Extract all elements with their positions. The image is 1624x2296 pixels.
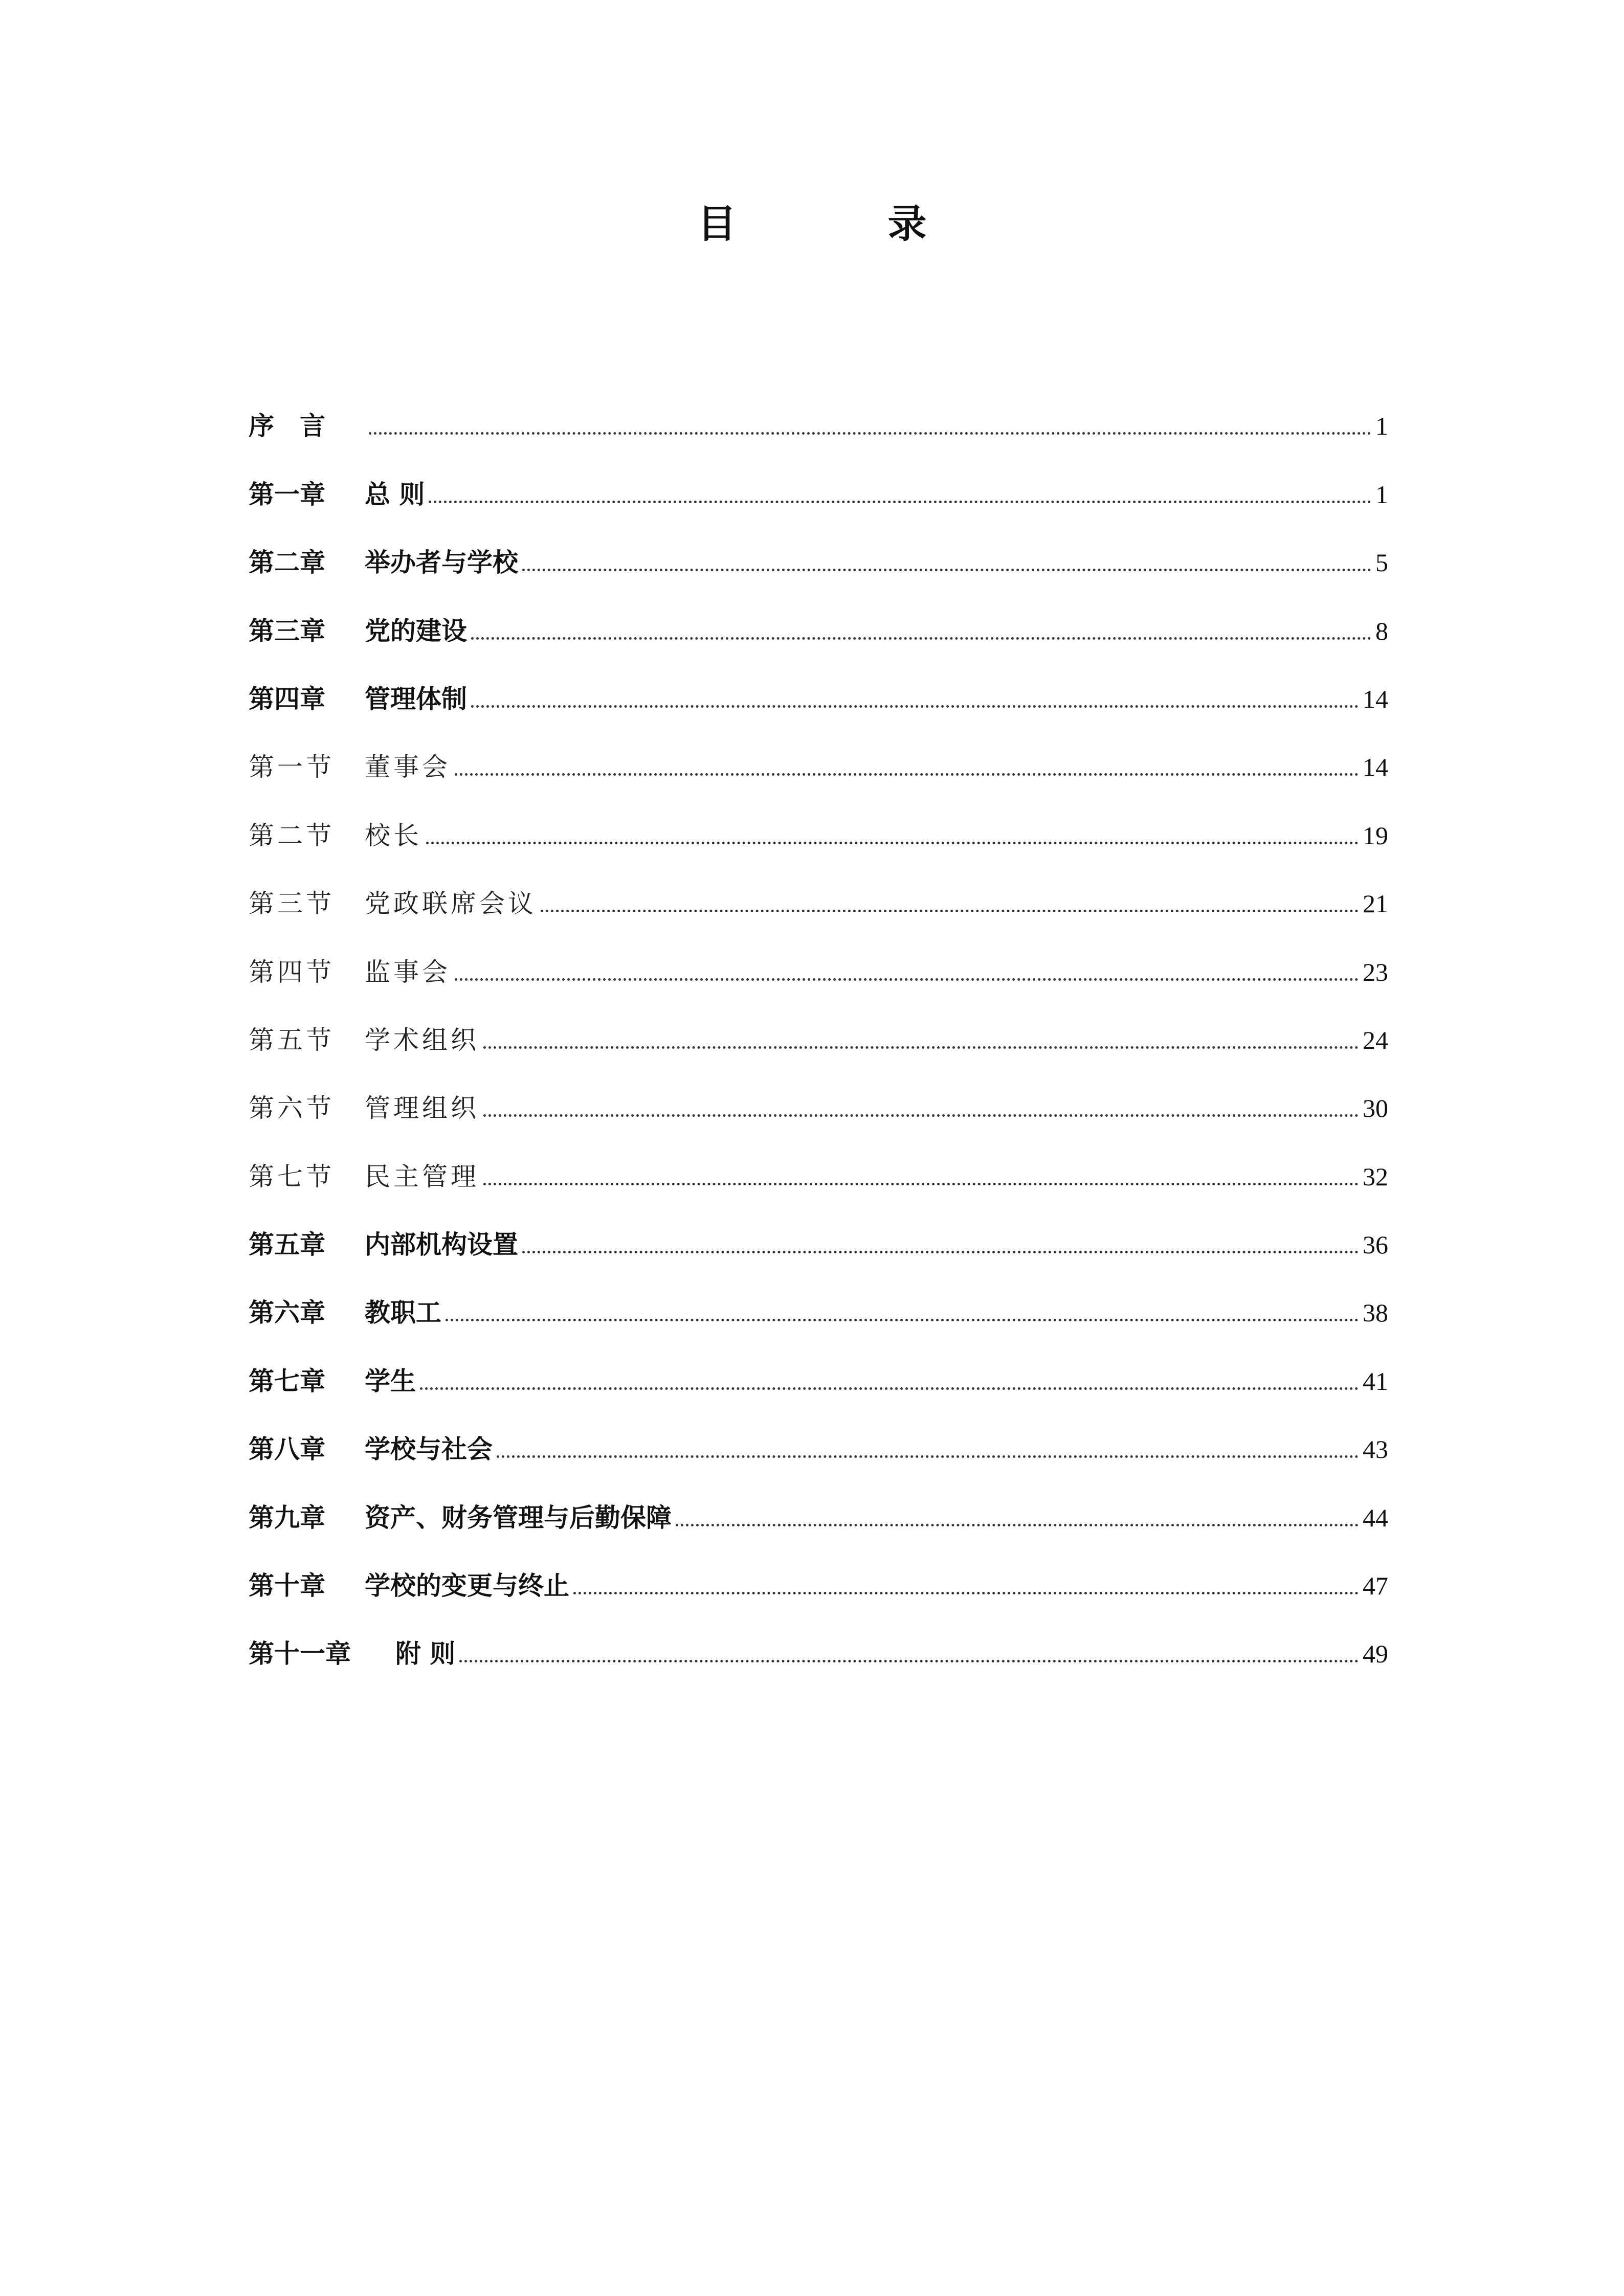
toc-entry-page: 36 — [1363, 1230, 1388, 1259]
toc-entry-page: 14 — [1363, 753, 1388, 782]
toc-entry-number: 第二节 — [249, 820, 335, 850]
toc-entry-number: 第四节 — [249, 957, 335, 987]
toc-entry-chapter-10[interactable] — [249, 1530, 1388, 1599]
toc-entry-number: 第三章 — [249, 616, 325, 646]
dot-leader — [522, 1251, 1359, 1253]
toc-entry-title: 学术组织 — [365, 1025, 479, 1055]
toc-entry-page: 47 — [1363, 1571, 1388, 1601]
dot-leader — [426, 842, 1359, 844]
dot-leader — [522, 569, 1371, 571]
toc-entry-section-3[interactable] — [249, 848, 1388, 919]
toc-entry-chapter-11[interactable] — [249, 1599, 1388, 1667]
page-title: 目 录 — [697, 201, 983, 246]
toc-entry-title: 学校的变更与终止 — [365, 1571, 569, 1601]
dot-leader — [676, 1524, 1359, 1526]
dot-leader — [429, 501, 1371, 503]
dot-leader — [446, 1319, 1359, 1321]
toc-entry-number: 第七章 — [249, 1366, 325, 1396]
toc-entry-chapter-5[interactable] — [249, 1189, 1388, 1260]
toc-entry-title: 校长 — [365, 820, 422, 850]
toc-entry-page: 44 — [1363, 1503, 1388, 1532]
toc-entry-title: 附 则 — [395, 1639, 456, 1669]
toc-entry-number: 第三节 — [249, 889, 335, 919]
toc-entry-number: 第一章 — [249, 479, 325, 509]
dot-leader — [369, 432, 1371, 435]
toc-entry-page: 21 — [1363, 889, 1388, 918]
toc-entry-chapter-8[interactable] — [249, 1394, 1388, 1465]
toc-entry-title: 学生 — [365, 1366, 416, 1396]
toc-entry-chapter-3[interactable] — [249, 575, 1388, 646]
toc-entry-page: 1 — [1375, 412, 1388, 441]
toc-entry-number: 序 言 — [249, 411, 325, 441]
toc-entry-page: 32 — [1363, 1162, 1388, 1191]
toc-entry-page: 8 — [1375, 616, 1388, 645]
dot-leader — [497, 1455, 1359, 1458]
toc-entry-page: 24 — [1363, 1025, 1388, 1054]
dot-leader — [455, 978, 1359, 981]
toc-entry-section-5[interactable] — [249, 985, 1388, 1053]
toc-entry-chapter-6[interactable] — [249, 1257, 1388, 1328]
toc-entry-page: 38 — [1363, 1298, 1388, 1327]
dot-leader — [541, 910, 1359, 912]
toc-entry-page: 23 — [1363, 957, 1388, 986]
toc-entry-number: 第六章 — [249, 1298, 325, 1328]
toc-entry-page: 49 — [1363, 1639, 1388, 1669]
dot-leader — [471, 637, 1371, 640]
dot-leader — [483, 1183, 1359, 1185]
dot-leader — [483, 1046, 1359, 1049]
toc-entry-page: 41 — [1363, 1366, 1388, 1395]
toc-entry-number: 第八章 — [249, 1434, 325, 1465]
dot-leader — [483, 1114, 1359, 1117]
toc-entry-title: 管理组织 — [365, 1093, 479, 1123]
toc-entry-number: 第六节 — [249, 1093, 335, 1123]
toc-entry-title: 总 则 — [365, 479, 425, 509]
toc-entry-chapter-1[interactable] — [249, 439, 1388, 507]
toc-entry-title: 学校与社会 — [365, 1434, 493, 1465]
toc-entry-preface[interactable] — [249, 371, 1388, 439]
toc-entry-section-1[interactable] — [249, 712, 1388, 780]
toc-entry-number: 第九章 — [249, 1502, 325, 1533]
toc-entry-section-2[interactable] — [249, 780, 1388, 848]
toc-entry-section-7[interactable] — [249, 1121, 1388, 1189]
toc-entry-number: 第二章 — [249, 548, 325, 578]
toc-entry-page: 43 — [1363, 1435, 1388, 1464]
dot-leader — [573, 1592, 1359, 1594]
dot-leader — [471, 705, 1359, 708]
toc-entry-chapter-4[interactable] — [249, 644, 1388, 712]
toc-entry-page: 30 — [1363, 1094, 1388, 1123]
toc-entry-chapter-9[interactable] — [249, 1462, 1388, 1533]
toc-entry-number: 第五章 — [249, 1230, 325, 1260]
toc-entry-title: 党政联席会议 — [365, 889, 537, 919]
dot-leader — [459, 1660, 1359, 1662]
toc-entry-number: 第一节 — [249, 752, 335, 782]
toc-entry-title: 教职工 — [365, 1298, 441, 1328]
toc-entry-title: 监事会 — [365, 957, 451, 987]
toc-entry-chapter-7[interactable] — [249, 1325, 1388, 1396]
toc-entry-chapter-2[interactable] — [249, 507, 1388, 578]
toc-entry-number: 第五节 — [249, 1025, 335, 1055]
toc-entry-section-4[interactable] — [249, 916, 1388, 987]
toc-entry-title: 董事会 — [365, 752, 451, 782]
dot-leader — [455, 773, 1359, 776]
toc-entry-page: 19 — [1363, 821, 1388, 850]
toc-entry-page: 14 — [1363, 684, 1388, 713]
toc-entry-number: 第四章 — [249, 684, 325, 714]
toc-entry-title: 内部机构设置 — [365, 1230, 518, 1260]
table-of-contents — [249, 371, 1388, 1667]
toc-entry-title: 党的建设 — [365, 616, 467, 646]
toc-entry-number: 第十章 — [249, 1571, 325, 1601]
toc-entry-section-6[interactable] — [249, 1053, 1388, 1121]
toc-entry-number: 第七节 — [249, 1161, 335, 1191]
toc-entry-title: 民主管理 — [365, 1161, 479, 1191]
toc-entry-page: 1 — [1375, 480, 1388, 509]
toc-entry-page: 5 — [1375, 548, 1388, 577]
toc-entry-number: 第十一章 — [249, 1639, 351, 1669]
dot-leader — [420, 1387, 1359, 1390]
toc-entry-title: 管理体制 — [365, 684, 467, 714]
toc-entry-title: 资产、财务管理与后勤保障 — [365, 1502, 672, 1533]
toc-entry-title: 举办者与学校 — [365, 548, 518, 578]
